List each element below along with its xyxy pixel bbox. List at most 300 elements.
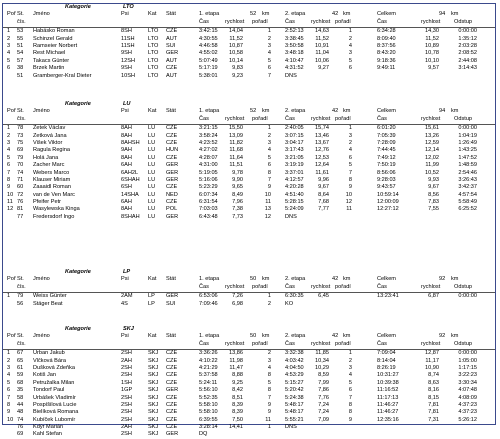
total-km: 92	[439, 276, 446, 283]
cell-v1: 15,50	[229, 125, 243, 132]
cell-v: 8,16	[428, 387, 439, 394]
cas-1: Čas	[199, 18, 209, 25]
result-row	[3, 417, 495, 424]
col-kat: Kat	[148, 333, 157, 340]
rychlost-total: rychlost	[421, 283, 441, 290]
result-row	[3, 125, 495, 132]
cell-t: 6:01:20	[377, 125, 396, 132]
cell-v1: 13,09	[229, 132, 243, 139]
cell-v2: 14,63	[315, 28, 329, 35]
cell-pol: 9	[7, 409, 11, 416]
total-km: 94	[439, 11, 446, 18]
cell-t: 8:56:06	[377, 169, 396, 176]
cell-name: Tondorf Paul	[33, 387, 65, 394]
cell-v2: 7,76	[318, 394, 329, 401]
cas-total: Čas	[377, 283, 387, 290]
cell-psi: 2AH	[121, 424, 132, 431]
result-row	[3, 358, 495, 365]
result-row	[3, 192, 495, 199]
cell-p1: 4	[267, 147, 271, 154]
cell-gap: 1:26:49	[458, 139, 477, 146]
cell-t2: 3:07:15	[285, 132, 304, 139]
cell-v: 7,31	[428, 416, 439, 423]
cell-gap: 1:47:52	[458, 154, 477, 161]
cell-name: Weiss Günter	[33, 293, 67, 300]
cell-v2: 10,91	[315, 42, 329, 49]
cell-v: 9,93	[428, 176, 439, 183]
cell-p2: 4	[348, 42, 352, 49]
celkem-label: Celkem	[377, 108, 396, 115]
cell-gap: 4:08:09	[458, 394, 477, 401]
cell-gap: 0:00:00	[458, 125, 477, 132]
cell-v: 11,17	[425, 357, 439, 364]
cell-psi: 9AH	[121, 147, 132, 154]
cell-pol: 2	[7, 35, 11, 42]
cell-v2: 11,52	[315, 35, 329, 42]
result-row	[3, 301, 495, 308]
category-label: Kategorie	[65, 101, 91, 107]
cell-t2: 5:20:42	[285, 387, 304, 394]
cell-st: 78	[17, 125, 24, 132]
col-jmeno: Jméno	[33, 11, 50, 18]
cell-gap: 3:42:37	[458, 184, 477, 191]
etapa1-km-unit: km	[262, 276, 270, 283]
cell-psi: 8SH	[121, 28, 132, 35]
cell-stat: GER	[166, 50, 179, 57]
column-header-row	[3, 108, 495, 115]
cell-v2: 10,29	[315, 364, 329, 371]
cell-psi: 11SH	[121, 42, 135, 49]
cell-p1: 7	[267, 394, 271, 401]
cell-t1: 4:10:22	[199, 357, 218, 364]
cell-kat: SKJ	[148, 379, 159, 386]
cell-st: 57	[17, 57, 24, 64]
cell-v1: 9,25	[232, 379, 243, 386]
cell-kat: LTO	[148, 35, 159, 42]
cell-name: Pfeifer Petr	[33, 199, 61, 206]
cell-p1: 5	[267, 154, 271, 161]
cell-v: 7,83	[428, 199, 439, 206]
cell-pol: 11	[7, 199, 13, 206]
total-km-unit: km	[451, 11, 459, 18]
cell-psi: 14SHA	[121, 191, 139, 198]
cell-st: 53	[17, 28, 24, 35]
cell-t: 11:46:27	[377, 401, 399, 408]
col-stat: Stát	[166, 333, 176, 340]
rychlost-total: rychlost	[421, 18, 441, 25]
cell-kat: LU	[148, 213, 156, 220]
cell-t1: 5:52:35	[199, 394, 218, 401]
cell-t: 8:43:20	[377, 50, 396, 57]
cell-kat: LP	[148, 293, 155, 300]
cell-pol: 7	[7, 394, 11, 401]
cell-p1: 11	[265, 416, 271, 423]
cell-p2: 3	[348, 50, 352, 57]
cell-v1: 11,98	[229, 357, 243, 364]
cas-2: Čas	[285, 18, 295, 25]
cell-t1: 6:53:06	[199, 293, 218, 300]
cell-v2: 8,59	[318, 372, 329, 379]
cell-t: 8:37:56	[377, 42, 396, 49]
cell-t: 6:34:28	[377, 28, 396, 35]
cell-t: 10:31:27	[377, 372, 399, 379]
rychlost-total: rychlost	[421, 340, 441, 347]
cell-kat: LU	[148, 147, 156, 154]
cell-v: 10,52	[425, 169, 439, 176]
cell-v: 11,99	[425, 162, 439, 169]
cell-st: 60	[17, 184, 24, 191]
cell-t1: 5:16:06	[199, 176, 218, 183]
cell-kat: LU	[148, 191, 156, 198]
etapa1-km: 52	[250, 108, 257, 115]
cell-v1: 11,47	[229, 364, 243, 371]
cell-p2: 5	[348, 162, 352, 169]
cell-name: Gramberger-Kral Dieter	[33, 72, 92, 79]
cell-stat: CZE	[166, 409, 178, 416]
cell-stat: GER	[166, 387, 179, 394]
cell-t2: 2:40:05	[285, 125, 304, 132]
cell-v2: 8,64	[318, 191, 329, 198]
cell-p2: 8	[348, 176, 352, 183]
cell-v2: 11,85	[315, 350, 329, 357]
cell-t1: 5:37:58	[199, 372, 218, 379]
etapa2-km-unit: km	[343, 108, 351, 115]
result-row	[3, 162, 495, 169]
cell-name: Kahl Stefan	[33, 431, 62, 438]
result-row	[3, 147, 495, 154]
cell-kat: LU	[148, 206, 156, 213]
cell-name: Stäger Beat	[33, 300, 63, 307]
cell-t: 8:26:19	[377, 364, 396, 371]
result-row	[3, 372, 495, 379]
cell-psi: 11SH	[121, 35, 135, 42]
cell-v: 8,56	[428, 191, 439, 198]
result-row	[3, 206, 495, 213]
cell-t1: 5:19:05	[199, 169, 218, 176]
cell-t1: 4:55:02	[199, 50, 218, 57]
cell-name: Webers Marco	[33, 169, 70, 176]
cell-t2: 3:19:19	[285, 162, 304, 169]
cell-kat: LU	[148, 199, 156, 206]
rychlost-1: rychlost	[225, 340, 245, 347]
cell-psi: 2SH	[121, 409, 132, 416]
cell-v1: 8,39	[232, 401, 243, 408]
cell-t: 7:50:19	[377, 162, 396, 169]
result-row	[3, 36, 495, 43]
cell-gap: 2:03:28	[458, 42, 477, 49]
cell-psi: 8AH	[121, 206, 132, 213]
cell-t1: 5:07:49	[199, 57, 218, 64]
cell-name: Takacs Günter	[33, 57, 70, 64]
cell-p2: 8	[348, 409, 352, 416]
cell-st: 75	[17, 139, 24, 146]
cell-t2: 4:20:28	[285, 184, 304, 191]
cell-kat: SKJ	[148, 357, 159, 364]
cell-stat: CZE	[166, 350, 178, 357]
cell-name: Pospíšilová Lucie	[33, 401, 77, 408]
cell-t1: 5:58:10	[199, 401, 218, 408]
cell-psi: 1SH	[121, 379, 132, 386]
cell-t2: 5:15:27	[285, 379, 304, 386]
poradi-2: pořadí	[335, 18, 351, 25]
result-row	[3, 350, 495, 357]
cell-p2: 1	[348, 28, 352, 35]
etapa1-label: 1. etapa	[199, 108, 220, 115]
cell-t1: 3:58:24	[199, 132, 218, 139]
cell-st: 69	[17, 431, 24, 438]
cell-st: 79	[17, 154, 24, 161]
cell-st: 76	[17, 199, 24, 206]
col-cis: čís.	[17, 283, 26, 290]
total-km: 92	[439, 333, 446, 340]
cell-stat: CZE	[166, 199, 178, 206]
cell-v2: 7,77	[318, 206, 329, 213]
cell-st: 55	[17, 35, 24, 42]
cell-t: 8:14:04	[377, 357, 396, 364]
cas-total: Čas	[377, 340, 387, 347]
cell-kat: SKJ	[148, 350, 159, 357]
result-row	[3, 177, 495, 184]
cell-t2: 3:48:18	[285, 50, 304, 57]
cell-t2: 4:10:47	[285, 57, 304, 64]
cell-v2: 9,27	[318, 65, 329, 72]
cell-kat: SKJ	[148, 372, 159, 379]
result-row	[3, 214, 495, 221]
col-stat: Stát	[166, 11, 176, 18]
cell-p1: 13	[264, 206, 271, 213]
cell-pol: 7	[7, 169, 11, 176]
cell-v1: 11,64	[229, 154, 243, 161]
cell-kat: LU	[148, 132, 156, 139]
category-name: LTO	[123, 4, 134, 10]
category-title-row	[3, 4, 495, 11]
cell-v: 9,57	[428, 65, 439, 72]
cell-stat: SUI	[166, 300, 176, 307]
cell-v2: 10,06	[315, 57, 329, 64]
cell-gap: 0:00:00	[458, 293, 477, 300]
cell-t2: DNS	[285, 424, 297, 431]
cell-pol: 6	[7, 162, 11, 169]
cell-t2: 3:21:05	[285, 154, 304, 161]
celkem-label: Celkem	[377, 11, 396, 18]
cell-v2: 13,67	[315, 139, 329, 146]
cell-gap: 0:00:00	[458, 28, 477, 35]
cell-t: 7:49:12	[377, 154, 396, 161]
cell-t1: 7:09:46	[199, 300, 218, 307]
cell-t: 10:39:38	[377, 379, 399, 386]
etapa2-label: 2. etapa	[285, 108, 306, 115]
col-pol: Poř	[7, 333, 16, 340]
cell-st: 67	[17, 350, 24, 357]
cell-v1: 11,51	[229, 162, 243, 169]
result-row	[3, 43, 495, 50]
result-row	[3, 424, 495, 431]
cell-t: 10:59:14	[377, 191, 399, 198]
cell-v: 7,55	[428, 206, 439, 213]
rychlost-1: rychlost	[225, 18, 245, 25]
cell-pol: 1	[7, 28, 11, 35]
cell-p2: 3	[348, 132, 352, 139]
cell-p2: 4	[348, 147, 352, 154]
category-name: LP	[123, 269, 131, 275]
cell-t: 11:17:13	[377, 394, 399, 401]
cell-name: Petružalka Milan	[33, 379, 75, 386]
cell-p1: 6	[267, 162, 271, 169]
cell-name: Urban Jakub	[33, 350, 65, 357]
cell-v1: 9,78	[232, 169, 243, 176]
cell-gap: 1:43:25	[458, 147, 477, 154]
etapa1-km: 52	[250, 11, 257, 18]
cell-kat: LU	[148, 154, 156, 161]
cell-kat: SKJ	[148, 401, 159, 408]
cell-t1: 5:38:01	[199, 72, 218, 79]
cell-p1: 2	[267, 300, 271, 307]
cell-name: Urbášek Vladimír	[33, 394, 76, 401]
cell-t: 12:00:09	[377, 199, 399, 206]
col-stat: Stát	[166, 108, 176, 115]
cell-p2: 7	[348, 169, 352, 176]
cell-t1: 4:28:07	[199, 154, 218, 161]
col-pol: Poř	[7, 11, 16, 18]
cell-p2: 2	[348, 357, 352, 364]
result-row	[3, 65, 495, 72]
cell-stat: GER	[166, 431, 179, 438]
cell-v1: 8,42	[232, 387, 243, 394]
cell-stat: SUI	[166, 42, 176, 49]
total-km: 94	[439, 108, 446, 115]
etapa1-km-unit: km	[262, 11, 270, 18]
cell-p2: 2	[348, 139, 352, 146]
cell-kat: LU	[148, 184, 156, 191]
col-jmeno: Jméno	[33, 108, 50, 115]
cell-p2: 9	[348, 184, 352, 191]
cas-total: Čas	[377, 18, 387, 25]
cell-st: 48	[17, 409, 24, 416]
cell-psi: 6SHAH	[121, 176, 140, 183]
cell-name: Zetek Václav	[33, 125, 66, 132]
cell-t2: DNS	[285, 213, 297, 220]
etapa2-km: 42	[332, 333, 339, 340]
cell-p2: 5	[348, 379, 352, 386]
cell-v1: 10,58	[229, 50, 243, 57]
cell-name: Bielíková Romana	[33, 409, 79, 416]
cell-gap: 4:37:23	[458, 409, 477, 416]
cell-t1: 6:39:55	[199, 416, 218, 423]
cell-kat: SKJ	[148, 409, 159, 416]
cell-psi: 6AH2L	[121, 169, 139, 176]
cell-t: 11:46:27	[377, 409, 399, 416]
result-row	[3, 133, 495, 140]
cell-psi: 6AH	[121, 162, 132, 169]
results-sheet	[2, 3, 496, 438]
result-row	[3, 170, 495, 177]
result-row	[3, 184, 495, 191]
cell-v: 8,63	[428, 379, 439, 386]
cell-v1: 11,82	[229, 139, 243, 146]
cell-t2: 3:17:43	[285, 147, 304, 154]
cell-pol: 2	[7, 132, 11, 139]
cell-pol: 3	[7, 42, 11, 49]
cell-t2: 4:12:57	[285, 176, 304, 183]
cell-p1: 3	[267, 42, 271, 49]
cell-v2: 7,99	[318, 379, 329, 386]
cell-v1: 7,38	[232, 206, 243, 213]
col-st: St.	[17, 333, 24, 340]
cell-pol: 5	[7, 57, 11, 64]
cell-p2: 8	[348, 401, 352, 408]
cell-kat: LU	[148, 139, 156, 146]
cell-t1: 6:31:54	[199, 199, 218, 206]
cell-p1: 2	[267, 35, 271, 42]
cell-gap: 4:57:54	[458, 191, 477, 198]
cell-t1: 4:31:00	[199, 162, 218, 169]
cell-pol: 6	[7, 65, 11, 72]
result-row	[3, 365, 495, 372]
cell-v1: 9,83	[232, 65, 243, 72]
col-pol: Poř	[7, 276, 16, 283]
cell-pol: 5	[7, 379, 11, 386]
cell-kat: LTO	[148, 28, 159, 35]
cell-p1: 1	[267, 293, 271, 300]
cell-t: 11:16:52	[377, 387, 399, 394]
cell-t2: 5:48:17	[285, 409, 304, 416]
result-row	[3, 50, 495, 57]
cell-v1: 7,26	[232, 293, 243, 300]
cell-pol: 8	[7, 176, 11, 183]
cell-p1: 12	[264, 213, 271, 220]
cell-t: 9:43:57	[377, 184, 396, 191]
cell-v2: 11,61	[315, 169, 329, 176]
cell-v2: 7,68	[318, 199, 329, 206]
cell-name: Kdýr Marián	[33, 424, 64, 431]
total-km-unit: km	[451, 333, 459, 340]
result-row	[3, 58, 495, 65]
cell-gap: 1:04:19	[458, 132, 477, 139]
cell-p1: 5	[267, 379, 271, 386]
cell-t2: 5:28:15	[285, 199, 304, 206]
cell-pol: 2	[7, 357, 11, 364]
etapa2-label: 2. etapa	[285, 11, 306, 18]
rychlost-2: rychlost	[311, 115, 331, 122]
cell-v2: 12,76	[315, 147, 329, 154]
etapa2-label: 2. etapa	[285, 333, 306, 340]
cell-v: 12,59	[425, 139, 439, 146]
etapa2-km-unit: km	[343, 333, 351, 340]
result-row	[3, 293, 495, 300]
cell-p1: 1	[267, 28, 271, 35]
cell-t1: 6:43:48	[199, 213, 218, 220]
cell-v2: 7,24	[318, 401, 329, 408]
cell-gap: 6:25:52	[458, 206, 477, 213]
cell-gap: 1:35:12	[458, 35, 477, 42]
cell-v: 12,14	[425, 147, 439, 154]
cell-gap: 5:26:12	[458, 416, 477, 423]
cell-t2: DNS	[285, 72, 297, 79]
col-st: St.	[17, 276, 24, 283]
cell-t1: 4:21:29	[199, 364, 218, 371]
cell-gap: 3:14:43	[458, 65, 477, 72]
cell-t2: 4:03:42	[285, 357, 304, 364]
etapa1-km-unit: km	[262, 108, 270, 115]
col-cis: čís.	[17, 340, 26, 347]
cell-p2: 1	[348, 350, 352, 357]
cell-v: 9,67	[428, 184, 439, 191]
poradi-1: pořadí	[252, 18, 268, 25]
cell-pol: 3	[7, 139, 11, 146]
category-block-lp	[3, 269, 495, 308]
cell-t1: 5:56:10	[199, 387, 218, 394]
cell-t1: 4:30:55	[199, 35, 218, 42]
